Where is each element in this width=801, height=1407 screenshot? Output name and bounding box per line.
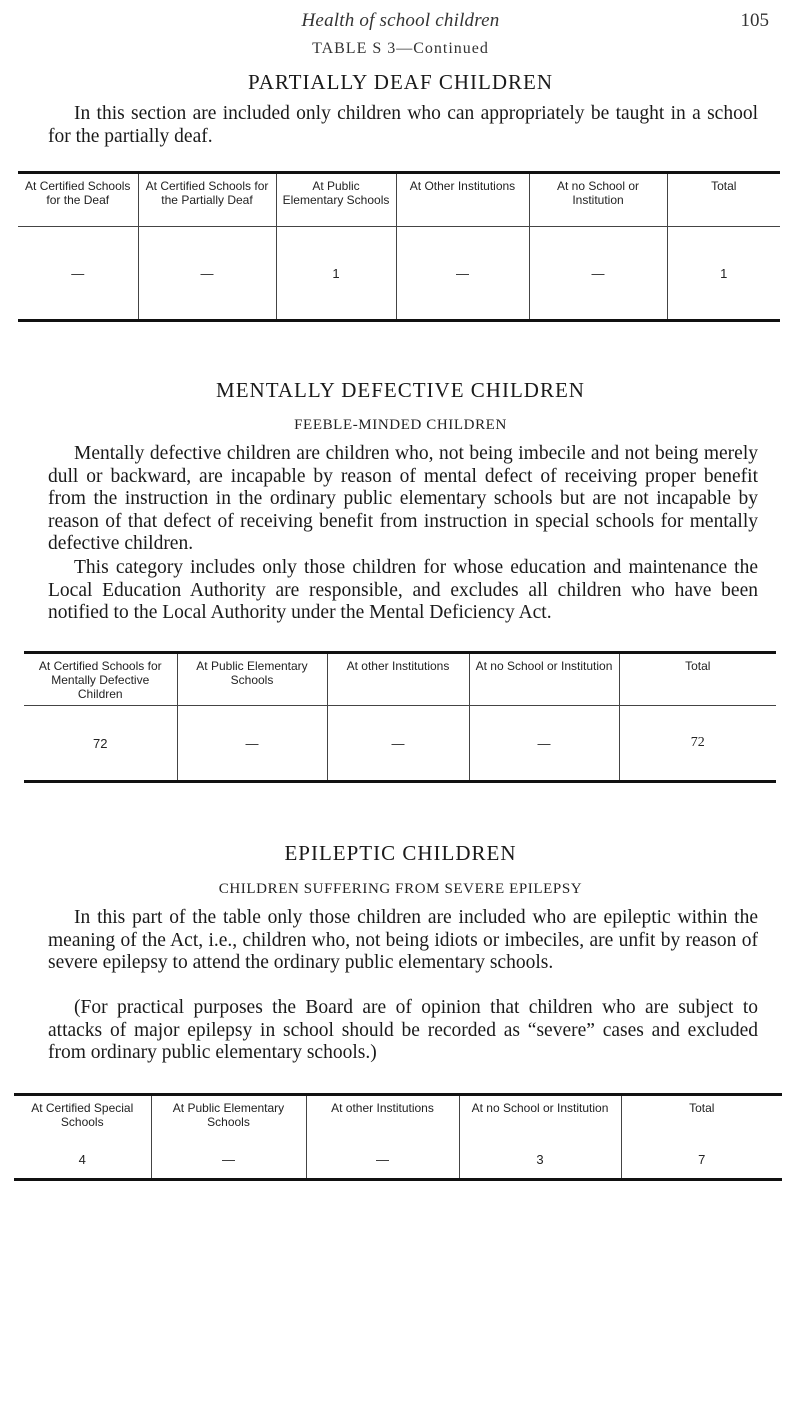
table-caption: TABLE S 3—Continued bbox=[312, 40, 489, 57]
mentally-defective-title: MENTALLY DEFECTIVE CHILDREN bbox=[216, 378, 585, 402]
page-number: 105 bbox=[740, 10, 769, 31]
header-public-elementary: At Public Elementary Schools bbox=[276, 173, 396, 227]
header-other-institutions: At Other Institutions bbox=[396, 173, 529, 227]
cell: — bbox=[306, 1141, 459, 1180]
header-other-institutions: At other Institutions bbox=[327, 653, 469, 706]
cell: 72 bbox=[619, 706, 776, 782]
epileptic-table bbox=[14, 1093, 782, 1181]
epileptic-title: EPILEPTIC CHILDREN bbox=[284, 841, 517, 865]
running-head-title: Health of school children bbox=[301, 10, 500, 31]
mentally-defective-table bbox=[24, 651, 776, 783]
header-total: Total bbox=[619, 653, 776, 706]
running-head bbox=[0, 10, 801, 36]
header-certified-deaf: At Certified Schools for the Deaf bbox=[18, 173, 138, 227]
header-certified-special: At Certified Special Schools bbox=[31, 1101, 134, 1129]
cell: 72 bbox=[93, 735, 108, 751]
table-row bbox=[24, 706, 776, 782]
cell: 1 bbox=[276, 227, 396, 321]
partially-deaf-paragraph: In this section are included only children who can appropriately be taught in a school for the partially deaf. bbox=[48, 103, 758, 147]
feeble-minded-subtitle: FEEBLE-MINDED CHILDREN bbox=[294, 417, 507, 433]
cell: — bbox=[469, 706, 619, 782]
cell: 3 bbox=[459, 1141, 621, 1180]
cell: — bbox=[177, 706, 327, 782]
header-no-school: At no School or Institution bbox=[469, 653, 619, 706]
cell: — bbox=[151, 1141, 306, 1180]
table-row bbox=[14, 1141, 782, 1180]
cell: — bbox=[71, 265, 85, 281]
header-public-elementary: At Public Elementary Schools bbox=[177, 653, 327, 706]
cell: 4 bbox=[78, 1151, 86, 1167]
cell: 7 bbox=[621, 1141, 782, 1180]
table-row bbox=[18, 227, 780, 321]
mentally-defective-paragraph-2: This category includes only those children for whose education and maintenance the Local Education Authority are responsible, and excludes all children who have been notified to the Local Authority under the Mental Deficiency Act. bbox=[48, 557, 758, 623]
cell: — bbox=[138, 227, 276, 321]
partially-deaf-table bbox=[18, 171, 780, 322]
partially-deaf-title: PARTIALLY DEAF CHILDREN bbox=[247, 70, 554, 94]
header-total: Total bbox=[621, 1095, 782, 1141]
cell: — bbox=[327, 706, 469, 782]
header-other-institutions: At other Institutions bbox=[306, 1095, 459, 1141]
header-certified-partially-deaf: At Certified Schools for the Partially Deaf bbox=[138, 173, 276, 227]
epileptic-paragraph-1: In this part of the table only those children are included who are epileptic within the meaning of the Act, i.e., children who, not being idiots or imbeciles, are unfit by reason of severe epilepsy to attend the ordinary public elementary schools. bbox=[48, 907, 758, 973]
header-no-school: At no School or Institution bbox=[529, 173, 667, 227]
header-no-school: At no School or Institution bbox=[459, 1095, 621, 1141]
cell: 1 bbox=[667, 227, 780, 321]
cell: — bbox=[529, 227, 667, 321]
epileptic-paragraph-2: (For practical purposes the Board are of opinion that children who are subject to attacks of major epilepsy in school should be recorded as “severe” cases and excluded from ordinary public elementary schools.) bbox=[48, 997, 758, 1063]
header-total: Total bbox=[667, 173, 780, 227]
header-public-elementary: At Public Elementary Schools bbox=[151, 1095, 306, 1141]
header-certified-mentally-defective: At Certified Schools for Mentally Defective Children bbox=[24, 653, 177, 706]
severe-epilepsy-subtitle: CHILDREN SUFFERING FROM SEVERE EPILEPSY bbox=[218, 881, 583, 897]
mentally-defective-paragraph-1: Mentally defective children are children who, not being imbecile and not being merely dull or backward, are incapable by reason of mental defect of receiving proper benefit from the instruction in the ordinary public elementary schools but are not incapable by reason of that defect of receiving benefit from instruction in special schools for mentally defective children. bbox=[48, 443, 758, 554]
cell: — bbox=[396, 227, 529, 321]
